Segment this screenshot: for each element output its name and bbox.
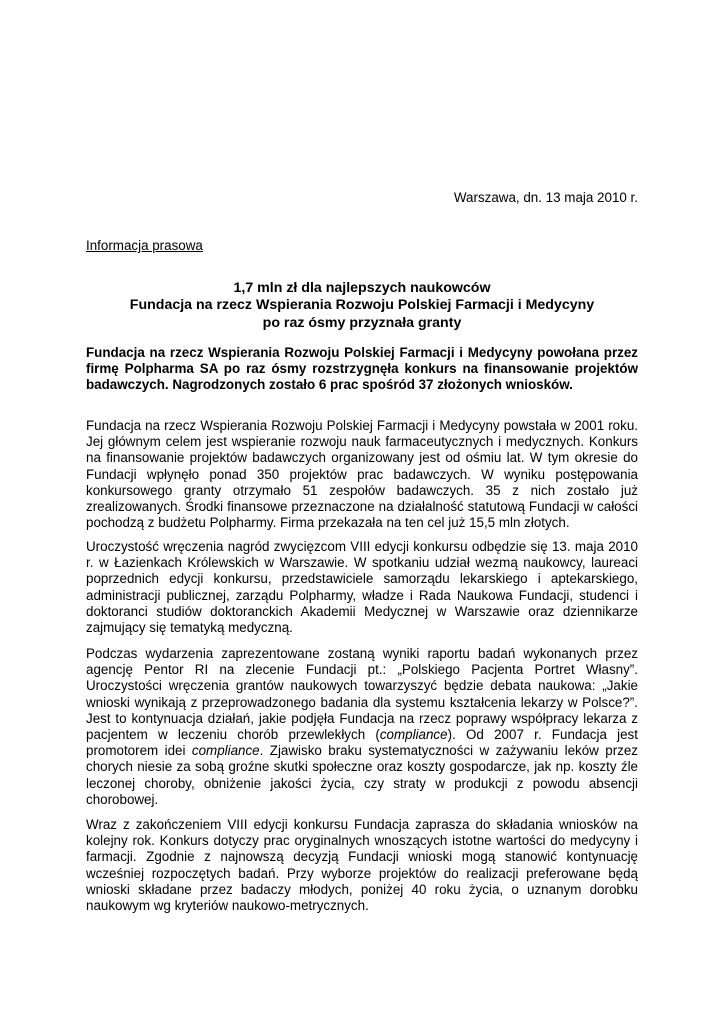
- title-line-2: Fundacja na rzecz Wspierania Rozwoju Polskiej Farmacji i Medycyny: [129, 297, 595, 314]
- paragraph-3-emphasis-a: compliance: [379, 727, 448, 743]
- paragraph-ceremony: Uroczystość wręczenia nagród zwycięzcom VIII edycji konkursu odbędzie się 13. maja 2010 r. w Łazienkach Królewskich w Warszawie. W spotkaniu udział wezmą naukowcy, laureaci poprzednich edycji konkursu, przedstawiciele samorządu lekarskiego i aptekarskiego, administracji publicznej, zarządu Polpharmy, władze i Rada Naukowa Fundacji, studenci i doktoranci studiów doktoranckich Akademii Medycznej w Warszawie oraz dziennikarze zajmujący się tematyką medyczną.: [86, 539, 638, 636]
- title-line-1: 1,7 mln zł dla najlepszych naukowców: [233, 280, 491, 296]
- paragraph-foundation-history: Fundacja na rzecz Wspierania Rozwoju Polskiej Farmacji i Medycyny powstała w 2001 roku. Jej głównym celem jest wspieranie rozwoju nauk farmaceutycznych i medycznych. Konkurs na finansowanie projektów badawczych organizowany jest od ośmiu lat. W tym okresie do Fundacji wpłynęło ponad 350 projektów prac badawczych. W wyniku postępowania konkursowego granty otrzymało 51 zespołów badawczych. 35 z nich zostało już zrealizowanych. Środki finansowe przeznaczone na działalność statutową Fundacji w całości pochodzą z budżetu Polpharmy. Firma przekazała na ten cel już 15,5 mln złotych.: [86, 418, 638, 531]
- section-label: Informacja prasowa: [86, 238, 203, 253]
- paragraph-3-text-c: . Zjawisko braku systematyczności w zażywaniu leków przez chorych niesie za sobą groźne skutki społeczne oraz koszty gospodarcze, jak np. koszty źle leczonej choroby, obniżenie jakości życia, czy straty w produkcji z powodu absencji chorobowej.: [86, 743, 638, 807]
- lead-paragraph: Fundacja na rzecz Wspierania Rozwoju Polskiej Farmacji i Medycyny powołana przez firmę Polpharma SA po raz ósmy rozstrzygnęła konkurs na finansowanie projektów badawczych. Nagrodzonych zostało 6 prac spośród 37 złożonych wniosków.: [86, 345, 638, 393]
- title-block: [86, 280, 638, 332]
- paragraph-next-edition: Wraz z zakończeniem VIII edycji konkursu Fundacja zaprasza do składania wniosków na kolejny rok. Konkurs dotyczy prac oryginalnych wnoszących istotne wartości do medycyny i farmacji. Zgodnie z najnowszą decyzją Fundacji wnioski mogą stanowić kontynuację wcześniej rozpoczętych badań. Przy wyborze projektów do realizacji preferowane będą wnioski składane przez badaczy młodych, poniżej 40 roku życia, o uznanym dorobku naukowym wg kryteriów naukowo-metrycznych.: [86, 817, 638, 914]
- paragraph-3-text-b: ). Od 2007 r. Fundacja jest promotorem idei: [86, 727, 638, 759]
- paragraph-3-text-a: Podczas wydarzenia zaprezentowane zostaną wyniki raportu badań wykonanych przez agencję Pentor RI na zlecenie Fundacji pt.: „Polskiego Pacjenta Portret Własny”. Uroczystości wręczenia grantów naukowych towarzyszyć będzie debata naukowa: „Jakie wnioski wynikają z przeprowadzonego badania dla systemu kształcenia lekarzy w Polsce?”. Jest to kontynuacja działań, jakie podjęła Fundacja na rzecz poprawy współpracy lekarza z pacjentem w leczeniu chorób przewlekłych (: [86, 646, 638, 743]
- paragraph-3-emphasis-b: compliance: [191, 743, 260, 759]
- paragraph-report-debate: [86, 646, 638, 808]
- dateline: Warszawa, dn. 13 maja 2010 r.: [453, 190, 638, 205]
- title-line-3: po raz ósmy przyznała granty: [262, 314, 462, 331]
